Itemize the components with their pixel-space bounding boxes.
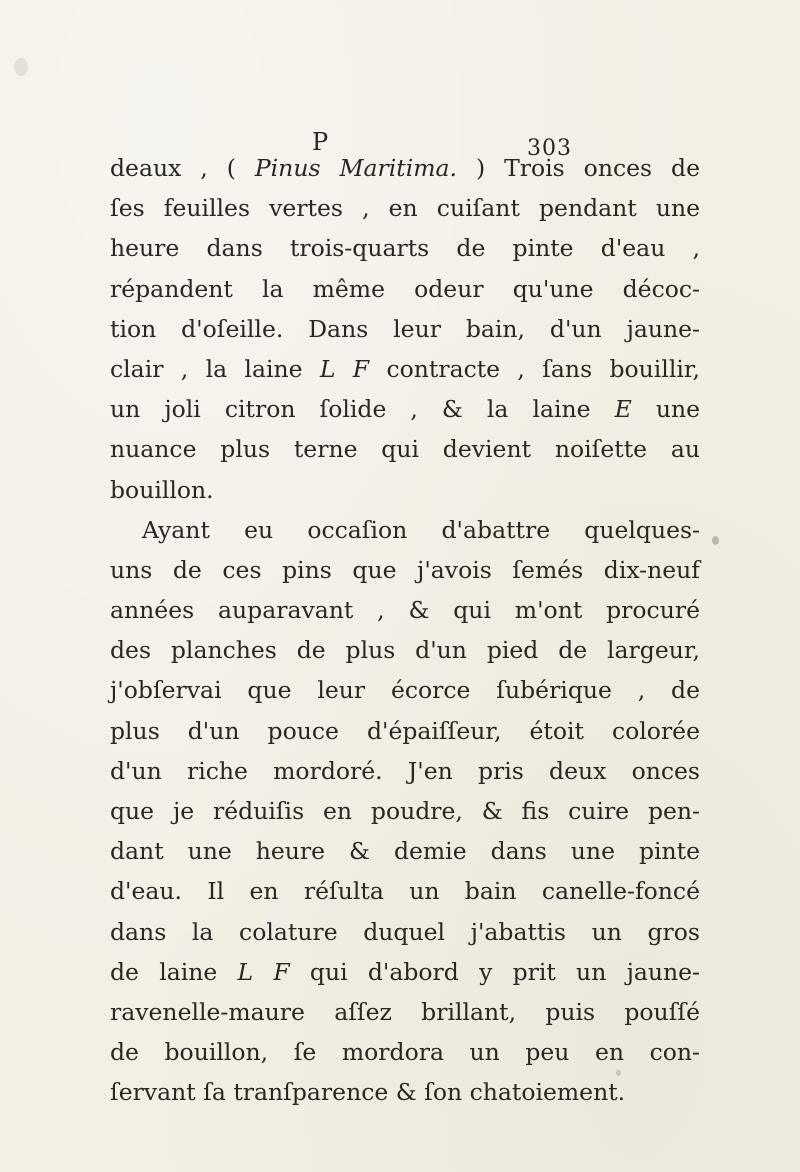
- text-line: ſes feuilles vertes , en cuiſant pendant une: [110, 194, 700, 223]
- text-line: d'un riche mordoré. J'en pris deux onces: [110, 756, 700, 785]
- text-line: Ayant eu occaſion d'abattre quelques-: [142, 515, 700, 544]
- text-line: dant une heure & demie dans une pinte: [110, 837, 700, 866]
- text-line: de bouillon, ſe mordora un peu en con-: [110, 1038, 700, 1067]
- text-line: j'obſervai que leur écorce ſubérique , de: [110, 676, 700, 705]
- text-line: clair , la laine L F contracte , ſans bouillir,: [110, 354, 700, 383]
- paper-stain: [712, 536, 719, 545]
- italic-text: E: [614, 395, 632, 424]
- text-line: d'eau. Il en réſulta un bain canelle-foncé: [110, 877, 700, 906]
- italic-text: L F: [319, 354, 370, 383]
- paragraph: [110, 510, 700, 1113]
- text-line: ravenelle-maure aſſez brillant, puis pouſſé: [110, 997, 700, 1026]
- text-line: deaux , ( Pinus Maritima. ) Trois onces de: [110, 154, 700, 182]
- text-line: répandent la même odeur qu'une décoc-: [110, 274, 700, 303]
- paper-stain: [14, 58, 28, 76]
- text-line: un joli citron ſolide , & la laine E une: [110, 395, 700, 424]
- text-line: plus d'un pouce d'épaiſſeur, étoit colorée: [110, 716, 700, 745]
- paragraph: [110, 148, 700, 510]
- text-line: nuance plus terne qui devient noiſette au: [110, 435, 700, 464]
- text-line: que je réduiſis en poudre, & fis cuire pen-: [110, 797, 700, 825]
- text-line: ſervant ſa tranſparence & ſon chatoiement.: [110, 1078, 626, 1107]
- text-line: de laine L F qui d'abord y prit un jaune-: [110, 957, 700, 986]
- text-line: dans la colature duquel j'abattis un gros: [110, 917, 700, 946]
- body-text: [110, 148, 700, 1113]
- text-line: tion d'oſeille. Dans leur bain, d'un jaune-: [110, 314, 700, 343]
- text-line: bouillon.: [110, 475, 214, 504]
- page-number: 303: [527, 136, 572, 161]
- italic-text: Pinus Maritima.: [254, 154, 458, 182]
- text-line: des planches de plus d'un pied de largeur,: [110, 636, 700, 665]
- italic-text: L F: [237, 957, 290, 986]
- text-line: uns de ces pins que j'avois ſemés dix-neuf: [110, 555, 700, 584]
- text-line: heure dans trois-quarts de pinte d'eau ,: [110, 234, 700, 263]
- signature-mark: P: [312, 128, 330, 156]
- text-line: années auparavant , & qui m'ont procuré: [110, 596, 700, 625]
